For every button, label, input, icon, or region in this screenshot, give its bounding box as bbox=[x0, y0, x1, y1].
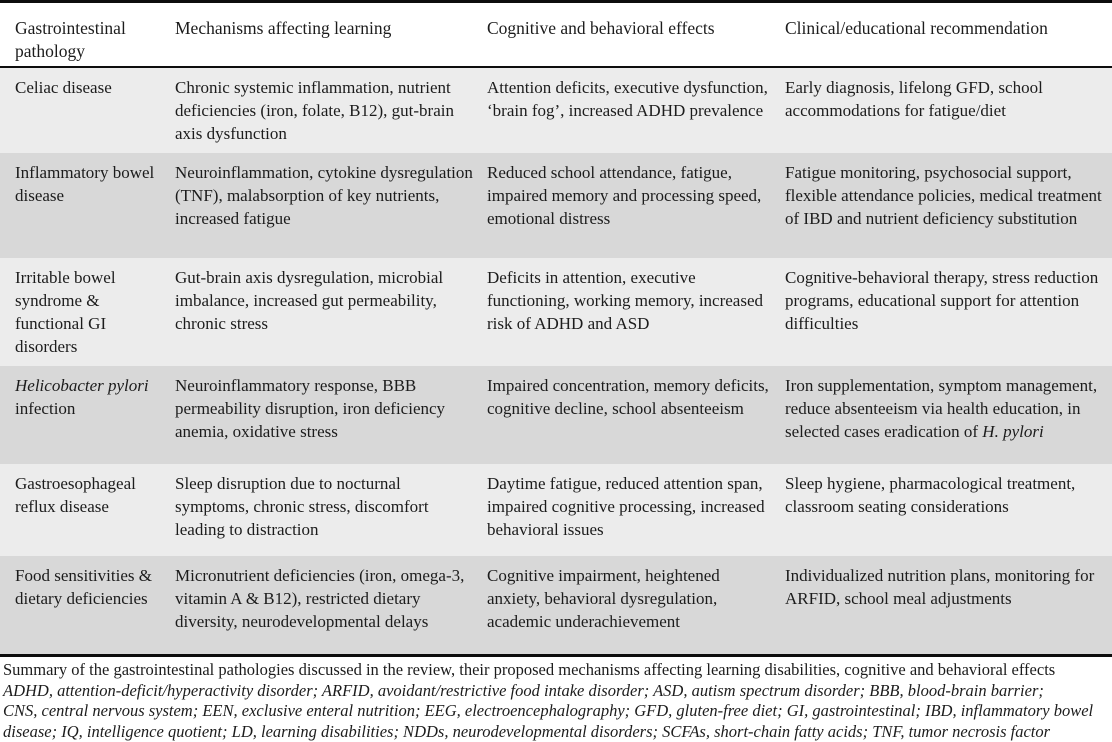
column-header-recommendation: Clinical/educational recommendation bbox=[785, 17, 1112, 66]
cell-effects: Daytime fatigue, reduced attention span, impaired cognitive processing, increased behavioral issues bbox=[487, 464, 785, 556]
cell-mechanisms: Neuroinflammation, cytokine dysregulation (TNF), malabsorption of key nutrients, increased fatigue bbox=[175, 153, 487, 258]
table-body bbox=[0, 68, 1112, 654]
table-row-gastroesophageal-reflux bbox=[0, 464, 1112, 556]
caption-abbreviations-line-3: disease; IQ, intelligence quotient; LD, learning disabilities; NDDs, neurodevelopmental disorders; SCFAs, short-chain fatty acids; TNF, tumor necrosis factor bbox=[3, 722, 1108, 742]
cell-recommendation: Individualized nutrition plans, monitoring for ARFID, school meal adjustments bbox=[785, 556, 1112, 654]
cell-mechanisms: Chronic systemic inflammation, nutrient deficiencies (iron, folate, B12), gut-brain axis dysfunction bbox=[175, 68, 487, 153]
table-row-helicobacter-pylori bbox=[0, 366, 1112, 464]
table-row-food-sensitivities bbox=[0, 556, 1112, 654]
cell-recommendation: Cognitive-behavioral therapy, stress reduction programs, educational support for attention difficulties bbox=[785, 258, 1112, 366]
table-caption bbox=[0, 657, 1112, 742]
cell-recommendation: Early diagnosis, lifelong GFD, school accommodations for fatigue/diet bbox=[785, 68, 1112, 153]
table-row-inflammatory-bowel-disease bbox=[0, 153, 1112, 258]
cell-pathology: Celiac disease bbox=[0, 68, 175, 153]
cell-mechanisms: Gut-brain axis dysregulation, microbial imbalance, increased gut permeability, chronic stress bbox=[175, 258, 487, 366]
column-header-effects: Cognitive and behavioral effects bbox=[487, 17, 785, 66]
cell-pathology: Food sensitivities & dietary deficiencies bbox=[0, 556, 175, 654]
cell-pathology: Gastroesophageal reflux disease bbox=[0, 464, 175, 556]
table-row-irritable-bowel-syndrome bbox=[0, 258, 1112, 366]
cell-mechanisms: Neuroinflammatory response, BBB permeability disruption, iron deficiency anemia, oxidative stress bbox=[175, 366, 487, 464]
caption-summary-line: Summary of the gastrointestinal pathologies discussed in the review, their proposed mechanisms affecting learning disabilities, cognitive and behavioral effects bbox=[3, 660, 1108, 681]
cell-effects: Deficits in attention, executive functioning, working memory, increased risk of ADHD and ASD bbox=[487, 258, 785, 366]
cell-effects: Cognitive impairment, heightened anxiety, behavioral dysregulation, academic underachievement bbox=[487, 556, 785, 654]
column-header-mechanisms: Mechanisms affecting learning bbox=[175, 17, 487, 66]
cell-pathology: Helicobacter pylori infection bbox=[0, 366, 175, 464]
cell-effects: Attention deficits, executive dysfunction, ‘brain fog’, increased ADHD prevalence bbox=[487, 68, 785, 153]
cell-effects: Reduced school attendance, fatigue, impaired memory and processing speed, emotional distress bbox=[487, 153, 785, 258]
cell-mechanisms: Sleep disruption due to nocturnal symptoms, chronic stress, discomfort leading to distraction bbox=[175, 464, 487, 556]
caption-abbreviations-line-2: CNS, central nervous system; EEN, exclusive enteral nutrition; EEG, electroencephalography; GFD, gluten-free diet; GI, gastrointestinal; IBD, inflammatory bowel bbox=[3, 701, 1108, 722]
column-header-pathology: Gastrointestinal pathology bbox=[0, 17, 175, 66]
table-header-row bbox=[0, 3, 1112, 66]
cell-recommendation: Fatigue monitoring, psychosocial support, flexible attendance policies, medical treatment of IBD and nutrient deficiency substitution bbox=[785, 153, 1112, 258]
cell-pathology: Irritable bowel syndrome & functional GI disorders bbox=[0, 258, 175, 366]
table-row-celiac-disease bbox=[0, 68, 1112, 153]
cell-pathology: Inflammatory bowel disease bbox=[0, 153, 175, 258]
cell-recommendation: Iron supplementation, symptom management, reduce absenteeism via health education, in selected cases eradication of H. pylori bbox=[785, 366, 1112, 464]
cell-effects: Impaired concentration, memory deficits, cognitive decline, school absenteeism bbox=[487, 366, 785, 464]
cell-mechanisms: Micronutrient deficiencies (iron, omega-3, vitamin A & B12), restricted dietary diversity, neurodevelopmental delays bbox=[175, 556, 487, 654]
caption-abbreviations-line-1: ADHD, attention-deficit/hyperactivity disorder; ARFID, avoidant/restrictive food intake disorder; ASD, autism spectrum disorder; BBB, blood-brain barrier; bbox=[3, 681, 1108, 702]
cell-recommendation: Sleep hygiene, pharmacological treatment, classroom seating considerations bbox=[785, 464, 1112, 556]
